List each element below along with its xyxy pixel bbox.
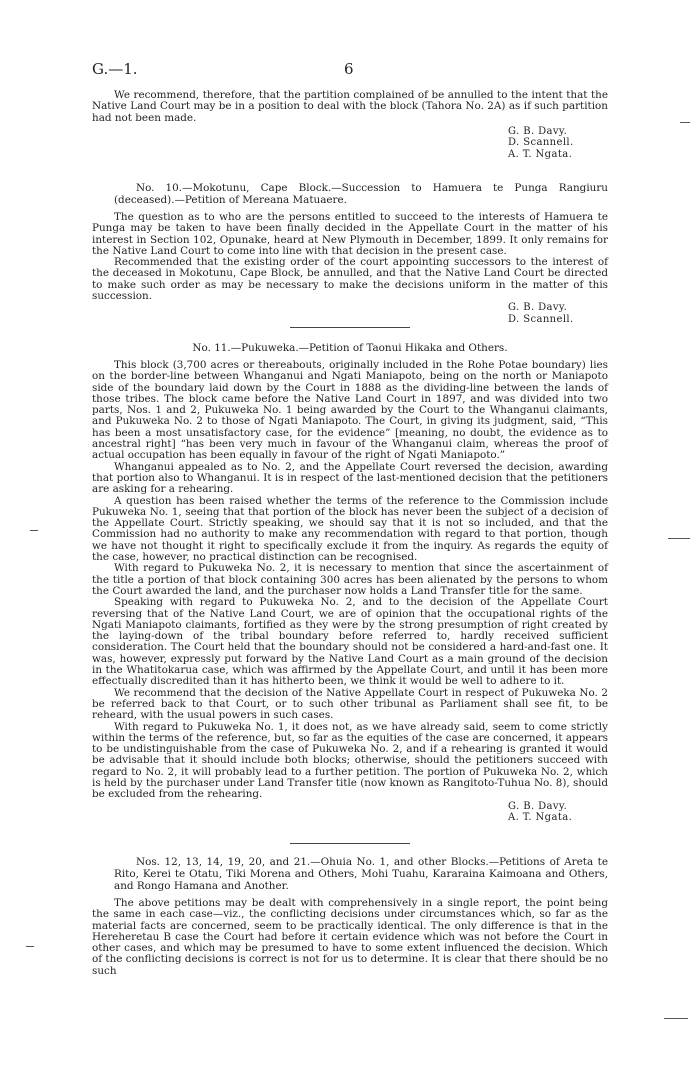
page-header (92, 60, 608, 80)
case-11-paragraph: A question has been raised whether the terms of the reference to the Commission include Pukuweka No. 1, seeing that that portion of the block has never been the subject of a decision of the Appellate Court. Strictly speaking, we should say that it is not so included, and that the Commission had no authority to make any recommendation with regard to that portion, though we have not thought it right to specifically exclude it from the inquiry. As regards the equity of the case, however, no practical distinction can be recognised. (92, 494, 608, 564)
case-12-section (92, 856, 608, 977)
intro-signatures (508, 126, 608, 160)
margin-mark (30, 530, 38, 531)
page-number: 6 (344, 60, 354, 78)
signatory: A. T. Ngata. (508, 148, 573, 160)
case-10-section (92, 182, 608, 325)
signatory: D. Scannell. (508, 137, 574, 149)
case-10-signatures (508, 302, 608, 325)
signatory: A. T. Ngata. (508, 811, 573, 823)
case-11-signatures (508, 801, 608, 824)
document-code: G.—1. (92, 60, 138, 78)
case-11-paragraph: This block (3,700 acres or thereabouts, originally included in the Rohe Potae boundary) lies on the border-line between Whanganui and Ngati Maniapoto, being on the north or Maniapoto side of the boundary laid down by the Court in 1888 as the dividing-line between the lands of those tribes. The block came before the Native Land Court in 1897, and was divided into two parts, Nos. 1 and 2, Pukuweka No. 1 being awarded by the Court to the Whanganui claimants, and Pukuweka No. 2 to those of Ngati Maniapoto. The Court, in giving its judgment, said, “This has been a most unsatisfactory case, for the evidence” [meaning, no doubt, the evidence as to ancestral right] “has been very much in favour of the Whanganui claim, whereas the proof of actual occupation has been equally in favour of the right of Ngati Maniapoto.” (92, 359, 608, 462)
margin-mark (26, 946, 34, 947)
case-11-paragraph: With regard to Pukuweka No. 1, it does not, as we have already said, seem to come strictly within the terms of the reference, but, so far as the equities of the case are concerned, it appears to be undistinguishable from the case of Pukuweka No. 2, and if a rehearing is granted it would be advisable that it should include both blocks; otherwise, should the petitioners succeed with regard to No. 2, it will probably lead to a further petition. The portion of Pukuweka No. 2, which is held by the purchaser under Land Transfer title (now known as Rangitoto-Tuhua No. 8), should be excluded from the rehearing. (92, 720, 608, 801)
case-11-section (92, 342, 608, 823)
case-11-paragraph: Speaking with regard to Pukuweka No. 2, and to the decision of the Appellate Court reversing that of the Native Land Court, we are of opinion that the occupational rights of the Ngati Maniapoto claimants, fortified as they were by the strong presumption of right created by the laying-down of the tribal boundary before referred to, hardly received sufficient consideration. The Court held that the boundary should not be considered a hard-and-fast one. It was, however, expressly put forward by the Native Land Court as a main ground of the decision in the Whatitokarua case, which was affirmed by the Appellate Court, and until it has been more effectually discredited than it has hitherto been, we think it would be well to adhere to it. (92, 596, 608, 688)
case-11-paragraph: We recommend that the decision of the Native Appellate Court in respect of Pukuweka No. 2 be referred back to that Court, or to such other tribunal as Parliament shall see fit, to be reheard, with the usual powers in such cases. (92, 686, 608, 722)
margin-mark (680, 122, 690, 123)
margin-mark (668, 538, 690, 539)
case-11-paragraph: Whanganui appealed as to No. 2, and the Appellate Court reversed the decision, awarding that portion also to Whanganui. It is in respect of the last-mentioned decision that the petitioners are asking for a rehearing. (92, 460, 608, 496)
signatory: G. B. Davy. (508, 302, 568, 314)
signatory: G. B. Davy. (508, 800, 568, 812)
section-divider (290, 843, 410, 844)
margin-mark (664, 1018, 688, 1019)
case-10-paragraph: Recommended that the existing order of the court appointing successors to the interest of the deceased in Mokotunu, Cape Block, be annulled, and that the Native Land Court be directed to make such order as may be necessary to make the decisions uniform in the matter of this succession. (92, 256, 608, 303)
case-10-paragraph: The question as to who are the persons entitled to succeed to the interests of Hamuera te Punga may be taken to have been finally decided in the Appellate Court in the matter of his interest in Section 102, Opunake, heard at New Plymouth in December, 1899. It only remains for the Native Land Court to come into line with that decision in the present case. (92, 211, 608, 257)
intro-section (92, 90, 608, 160)
section-divider (290, 327, 410, 328)
signatory: G. B. Davy. (508, 125, 568, 137)
case-11-title: No. 11.—Pukuweka.—Petition of Taonui Hikaka and Others. (192, 342, 508, 354)
case-11-paragraph: With regard to Pukuweka No. 2, it is necessary to mention that since the ascertainment of the title a portion of that block containing 300 acres has been alienated by the persons to whom the Court awarded the land, and the purchaser now holds a Land Transfer title for the same. (92, 562, 608, 597)
case-10-title: No. 10.—Mokotunu, Cape Block.—Succession to Hamuera te Punga Rangiuru (deceased).—Petition of Mereana Matuaere. (114, 182, 608, 206)
intro-paragraph: We recommend, therefore, that the partition complained of be annulled to the intent that the Native Land Court may be in a position to deal with the block (Tahora No. 2A) as if such partition had not been made. (92, 89, 608, 124)
signatory: D. Scannell. (508, 313, 574, 325)
case-12-title: Nos. 12, 13, 14, 19, 20, and 21.—Ohuia No. 1, and other Blocks.—Petitions of Areta te Rito, Kerei te Otatu, Tiki Morena and Others, Mohi Tuahu, Kararaina Kaimoana and Others, and Rongo Hamana and Another. (114, 856, 608, 892)
case-12-paragraph: The above petitions may be dealt with comprehensively in a single report, the point being the same in each case—viz., the conflicting decisions under circumstances which, so far as the material facts are concerned, seem to be practically identical. The only difference is that in the Hereheretau B case the Court had before it certain evidence which was not before the Court in other cases, and which may be presumed to have to some extent influenced the decision. Which of the conflicting decisions is correct is not for us to determine. It is clear that there should be no such (92, 897, 608, 977)
